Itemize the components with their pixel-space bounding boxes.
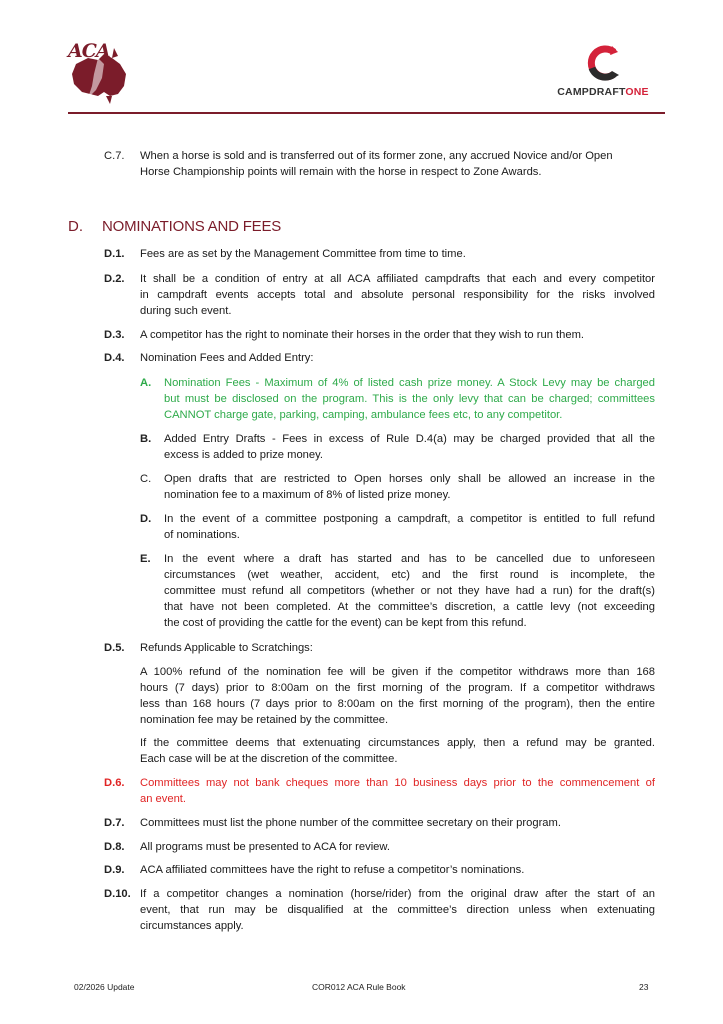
line: A 100% refund of the nomination fee will be given if the competitor withdraws more than 168 (140, 666, 655, 678)
rule-text-d4: Nomination Fees and Added Entry: (140, 352, 314, 364)
footer-page-number: 23 (639, 982, 649, 992)
sub-text-d (164, 511, 655, 543)
rule-text-d9: ACA affiliated committees have the right to refuse a competitor’s nominations. (140, 864, 525, 876)
aca-logo-text: ACA (68, 40, 110, 62)
rule-text-c7-line2: Horse Championship points will remain with the horse in respect to Zone Awards. (140, 166, 542, 178)
line: Open drafts that are restricted to Open horses only shall be allowed an increase in the (164, 473, 655, 485)
section-number-d: D. (68, 218, 83, 235)
line: Added Entry Drafts - Fees in excess of Rule D.4(a) may be charged provided that all the (164, 433, 655, 445)
rule-text-d10 (140, 886, 655, 934)
line: event, that run may be disqualified at the committee’s direction unless when extenuating (140, 904, 655, 916)
footer-update-date: 02/2026 Update (74, 982, 135, 992)
line: If a competitor changes a nomination (horse/rider) from the original draw after the start of an (140, 888, 655, 900)
wordmark-main: CAMPDRAFT (557, 86, 626, 98)
rule-text-c7-line1: When a horse is sold and is transferred out of its former zone, any accrued Novice and/or Open (140, 150, 613, 162)
line: committee must refund all competitors (whether or not they have had a run) for the draft(s) (164, 585, 655, 597)
line: that have not been completed. At the committee’s discretion, a cattle levy (not exceeding (164, 601, 655, 613)
wordmark-accent: ONE (625, 86, 649, 98)
sub-letter-d: D. (140, 513, 152, 525)
rule-number-d9: D.9. (104, 864, 125, 876)
campdraftone-logo (548, 44, 658, 104)
line: hours (7 days) prior to 8:00am on the first morning of the program. If a competitor withdraws (140, 682, 655, 694)
rule-number-d7: D.7. (104, 817, 125, 829)
sub-text-a (164, 375, 655, 423)
line: Nomination Fees - Maximum of 4% of listed cash prize money. A Stock Levy may be charged (164, 377, 655, 389)
line: of nominations. (164, 529, 240, 541)
sub-letter-b: B. (140, 433, 152, 445)
rule-number-d6: D.6. (104, 777, 125, 789)
d5-paragraph-1 (140, 664, 655, 728)
line: nomination fee to a maximum of 8% of listed prize money. (164, 489, 451, 501)
footer-document-title: COR012 ACA Rule Book (312, 982, 406, 992)
line: nomination fee may be retained by the committee. (140, 714, 389, 726)
section-title: NOMINATIONS AND FEES (102, 218, 282, 235)
rule-text-d3: A competitor has the right to nominate their horses in the order that they wish to run them. (140, 329, 585, 341)
rule-number-d1: D.1. (104, 248, 125, 260)
line: Committees may not bank cheques more than 10 business days prior to the commencement of (140, 777, 655, 789)
line: In the event where a draft has started and has to be cancelled due to unforeseen (164, 553, 655, 565)
rule-number-d10: D.10. (104, 888, 131, 900)
line: in campdraft events accepts total and absolute personal responsibility for the risks involved (140, 289, 655, 301)
rule-text-d7: Committees must list the phone number of the committee secretary on their program. (140, 817, 561, 829)
line: If the committee deems that extenuating circumstances apply, then a refund may be granted. (140, 737, 655, 749)
rule-number-d3: D.3. (104, 329, 125, 341)
sub-letter-a: A. (140, 377, 152, 389)
line: less than 168 hours (7 days prior to 8:00am on the first morning of the program), then the entire (140, 698, 655, 710)
rule-text-d6 (140, 775, 655, 807)
aca-logo (68, 38, 126, 108)
rule-number-d8: D.8. (104, 841, 125, 853)
rule-number-d4: D.4. (104, 352, 125, 364)
line: but must be disclosed on the program. This is the only levy that can be charged; committees (164, 393, 655, 405)
line: In the event of a committee postponing a campdraft, a competitor is entitled to full refund (164, 513, 655, 525)
sub-text-b (164, 431, 655, 463)
rule-text-d1: Fees are as set by the Management Committee from time to time. (140, 248, 466, 260)
campdraftone-wordmark (548, 86, 658, 98)
rule-text-d8: All programs must be presented to ACA for review. (140, 841, 390, 853)
rule-text-d2 (140, 271, 655, 319)
line: It shall be a condition of entry at all ACA affiliated campdrafts that each and every competitor (140, 273, 655, 285)
line: an event. (140, 793, 187, 805)
line: Each case will be at the discretion of the committee. (140, 753, 398, 765)
line: CANNOT charge gate, parking, camping, ambulance fees etc, to any competitor. (164, 409, 563, 421)
rule-text-d5: Refunds Applicable to Scratchings: (140, 642, 313, 654)
line: circumstances (wet weather, accident, etc) and the first round is incomplete, the (164, 569, 655, 581)
sub-letter-e: E. (140, 553, 151, 565)
campdraftone-c-logo-icon (586, 44, 620, 82)
line: excess is added to prize money. (164, 449, 323, 461)
d5-paragraph-2 (140, 735, 655, 767)
header-divider (68, 112, 665, 114)
rule-number-d5: D.5. (104, 642, 125, 654)
sub-letter-c: C. (140, 473, 152, 485)
line: during such event. (140, 305, 232, 317)
rule-number-d2: D.2. (104, 273, 125, 285)
sub-text-e (164, 551, 655, 631)
line: the cost of providing the cattle for the event) can be kept from this refund. (164, 617, 527, 629)
line: circumstances apply. (140, 920, 244, 932)
sub-text-c (164, 471, 655, 503)
rule-number-c7: C.7. (104, 150, 125, 162)
